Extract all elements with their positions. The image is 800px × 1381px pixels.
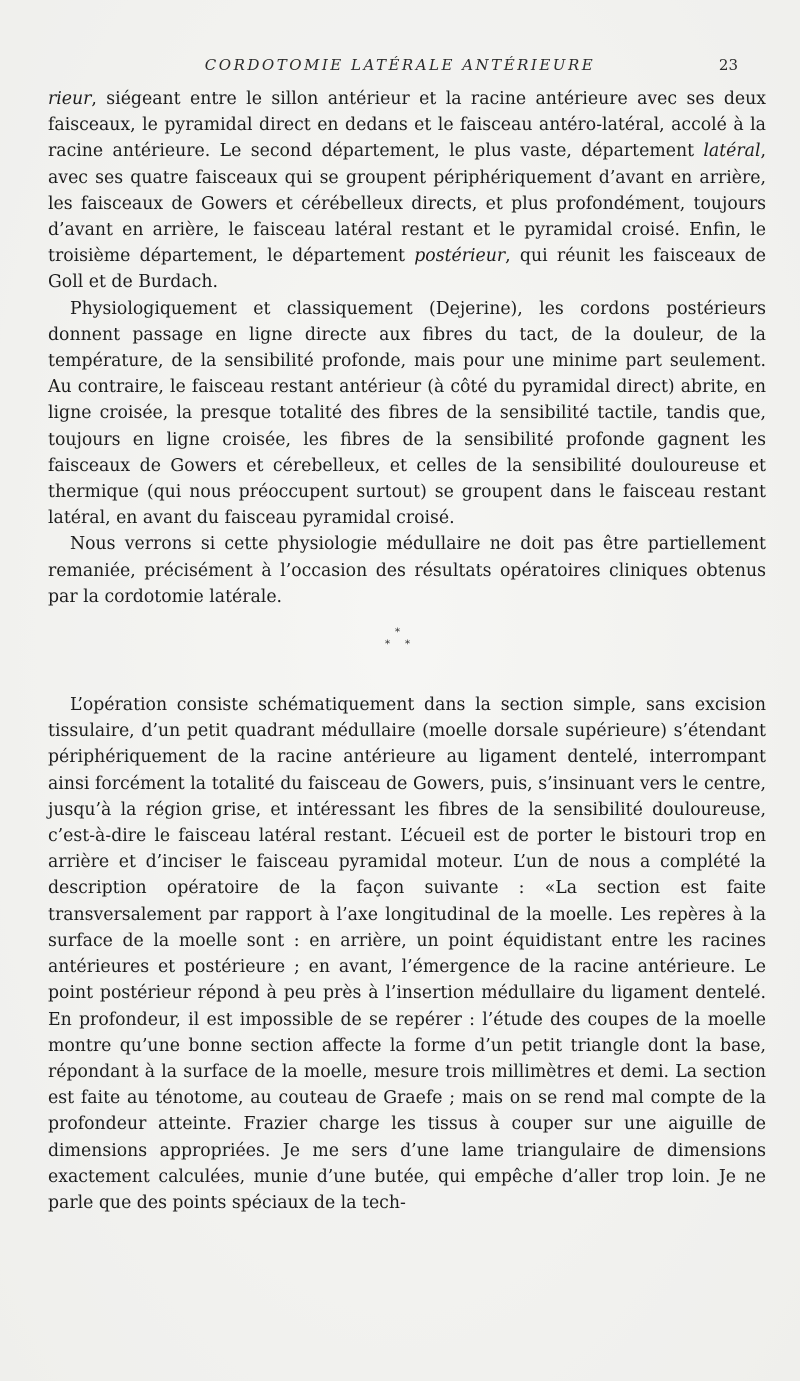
asterisk-glyph: * [405,639,410,651]
asterisk-glyph: * [385,639,390,651]
italic-word: latéral [703,141,761,162]
section-break-asterism [48,610,766,692]
paragraph-continuation [48,86,766,296]
page-number: 23 [718,56,738,74]
paragraph-text-segment: , siégeant entre le sillon antérieur et la racine antérieure avec ses deux faisceaux, le pyramidal direct en dedans et le faisceau antéro-latéral, accolé à la racine antérieure. Le second département, le plus vaste, département [48,89,766,162]
paragraph-remark: Nous verrons si cette physiologie médullaire ne doit pas être partiellement remaniée, précisément à l’occasion des résultats opératoires cliniques obtenus par la cordotomie latérale. [48,534,766,607]
asterisk-glyph: * [395,627,400,639]
paragraph-operation: L’opération consiste schématiquement dans la section simple, sans excision tissulaire, d’un petit quadrant médullaire (moelle dorsale supérieure) s’étendant périphériquement de la racine antérieure au ligament dentelé, interrompant ainsi forcément la totalité du faisceau de Gowers, puis, s’insinuant vers le centre, jusqu’à la région grise, et intéressant les fibres de la sensibilité douloureuse, c’est-à-dire le faisceau latéral restant. L’écueil est de porter le bistouri trop en arrière et d’inciser le faisceau pyramidal moteur. L’un de nous a complété la description opératoire de la façon suivante : «La section est faite transversalement par rapport à l’axe longitudinal de la moelle. Les repères à la surface de la moelle sont : en arrière, un point équidistant entre les racines antérieures et postérieure ; en avant, l’émergence de la racine antérieure. Le point postérieur répond à peu près à l’insertion médullaire du ligament dentelé. En profondeur, il est impossible de se repérer : l’étude des coupes de la moelle montre qu’une bonne section affecte la forme d’un petit triangle dont la base, répondant à la surface de la moelle, mesure trois millimètres et demi. La section est faite au ténotome, au couteau de Graefe ; mais on se rend mal compte de la profondeur atteinte. Frazier charge les tissus à couper sur une aiguille de dimensions appropriées. Je me sers d’une lame triangulaire de dimensions exactement calculées, munie d’une butée, qui empêche d’aller trop loin. Je ne parle que des points spéciaux de la tech- [48,695,766,1213]
italic-word: postérieur [414,246,506,267]
paragraph-text-segment: , avec ses quatre faisceaux qui se groupent périphériquement d’avant en arrière, les faisceaux de Gowers et cérébelleux directs, et plus profondément, toujours d’avant en arrière, le faisceau latéral restant et le pyramidal croisé. Enfin, le troisième département, le département [48,141,766,267]
running-title: CORDOTOMIE LATÉRALE ANTÉRIEURE [204,56,596,74]
paragraph-physiology: Physiologiquement et classiquement (Dejerine), les cordons postérieurs donnent passage en ligne directe aux fibres du tact, de la douleur, de la température, de la sensibilité profonde, mais pour une minime part seulement. Au contraire, le faisceau restant antérieur (à côté du pyramidal direct) abrite, en ligne croisée, la presque totalité des fibres de la sensibilité tactile, tandis que, toujours en ligne croisée, les fibres de la sensibilité profonde gagnent les faisceaux de Gowers et cérebelleux, et celles de la sensibilité douloureuse et thermique (qui nous préoccupent surtout) se groupent dans le faisceau restant latéral, en avant du faisceau pyramidal croisé. [48,298,766,529]
running-head [0,50,800,80]
paragraph-text-segment: , qui réunit les faisceaux de Goll et de Burdach. [48,246,766,293]
body-text [48,86,766,1216]
italic-word: rieur [48,89,92,109]
